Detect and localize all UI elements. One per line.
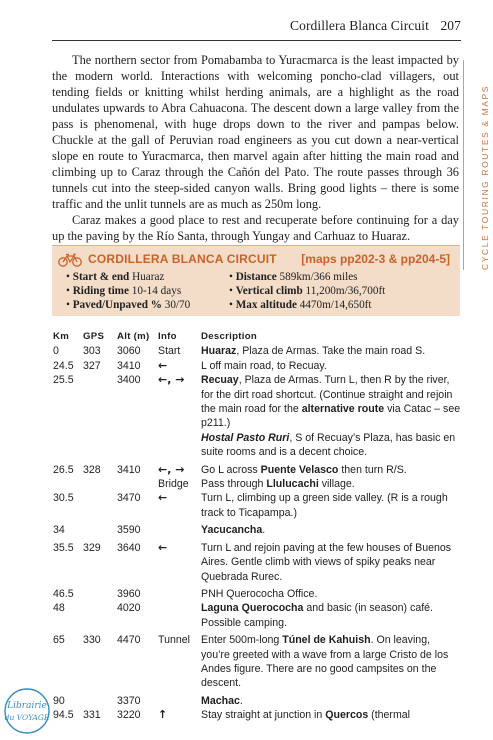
- body-text: [52, 52, 459, 244]
- route-table: [52, 330, 462, 723]
- table-row: 65 330 4470 Tunnel Enter 500m-long Túnel de Kahuish. On leaving, you’re greeted with a wave from a large Cristo de los Andes figure. There are no good campsites on the descent.: [52, 633, 462, 691]
- col-gps: GPS: [83, 331, 105, 342]
- table-row: 30.5 3470 ← Turn L, climbing up a green side valley. (R is a rough track to Ticapampa.): [52, 491, 462, 520]
- col-alt: Alt (m): [117, 331, 150, 342]
- straight-arrow-icon: ↑: [158, 708, 168, 722]
- table-row: 46.5 3960 PNH Querococha Office.: [52, 587, 462, 601]
- row-description: L off main road, to Recuay.: [201, 359, 327, 372]
- row-description: Enter 500m-long Túnel de Kahuish. On leaving, you’re greeted with a wave from a large Cristo de los Andes figure. There are no good campsites on the descent.: [201, 634, 449, 690]
- bicycle-icon: [58, 253, 82, 267]
- route-title: CORDILLERA BLANCA CIRCUIT: [88, 252, 277, 266]
- table-row: 26.5 328 3410 ←, → Go L across Puente Velasco then turn R/S.: [52, 463, 462, 477]
- running-header: [52, 18, 461, 34]
- route-title-row: [58, 252, 450, 268]
- table-header: [52, 330, 462, 344]
- header-title: Cordillera Blanca Circuit: [289, 18, 429, 33]
- table-row: 48 4020 Laguna Querococha and basic (in season) café. Possible camping.: [52, 601, 462, 630]
- table-row: 35.5 329 3640 ← Turn L and rejoin paving at the few houses of Buenos Aires. Gentle climb with views of spiky peaks near Quebrada Rurec.: [52, 541, 462, 584]
- row-description: PNH Querococha Office.: [201, 587, 318, 600]
- row-description: Go L across Puente Velasco then turn R/S.: [201, 463, 407, 476]
- row-description: Huaraz, Plaza de Armas. Take the main road S.: [201, 345, 426, 358]
- svg-text:du VOYAGE: du VOYAGE: [4, 713, 50, 722]
- row-description: Recuay, Plaza de Armas. Turn L, then R by the river, for the dirt road shortcut. (Continue straight and rejoin the main road for the alternative route via Catac – see p211.) Hostal Pasto Ruri, S of Recuay’s Plaza, has basic en suite rooms and is a decent choice.: [201, 374, 461, 459]
- row-description: Turn L, climbing up a green side valley. (R is a rough track to Ticapampa.): [201, 492, 448, 519]
- row-description: Turn L and rejoin paving at the few houses of Buenos Aires. Gentle climb with views of spiky peaks near Quebrada Rurec.: [201, 541, 452, 583]
- svg-text:Librairie: Librairie: [7, 701, 47, 711]
- table-row: 25.5 3400 ←, → Recuay, Plaza de Armas. Turn L, then R by the river, for the dirt road shortcut. (Continue straight and rejoin the main road for the alternative route via Catac – see p211.) Hostal Pasto Ruri, S of Recuay’s Plaza, has basic en suite rooms and is a decent choice.: [53, 373, 461, 459]
- turn-left-right-arrow-icon: ←, →: [158, 462, 185, 476]
- stats-column-right: [229, 270, 385, 312]
- row-description: Machac.: [201, 694, 243, 707]
- table-row: 0 303 3060 Start Huaraz, Plaza de Armas. Take the main road S.: [52, 344, 462, 358]
- stats-column-left: [66, 270, 190, 312]
- paragraph-2: Caraz makes a good place to rest and recuperate before continuing for a day up the paving by the Río Santa, through Yungay and Carhuaz to Huaraz.: [52, 213, 459, 243]
- route-map-ref: [maps pp202-3 & pp204-5]: [301, 252, 450, 266]
- stat-start-end: • Start & end Huaraz: [66, 271, 165, 283]
- stat-riding-time: • Riding time 10-14 days: [66, 285, 182, 297]
- turn-left-right-arrow-icon: ←, →: [158, 373, 185, 387]
- header-rule: [52, 40, 461, 41]
- route-summary-box: [52, 245, 460, 316]
- bookshop-logo: [2, 686, 52, 736]
- table-row: 90 3370 Machac.: [52, 694, 462, 708]
- table-row: Bridge Pass through Llulucachi village.: [52, 477, 462, 491]
- row-description: Yacucancha.: [201, 524, 266, 537]
- turn-left-arrow-icon: ←: [158, 491, 168, 505]
- table-row: 94.5 331 3220 ↑ Stay straight at junction in Quercos (thermal: [52, 708, 462, 722]
- col-km: Km: [53, 331, 70, 342]
- turn-left-arrow-icon: ←: [158, 540, 168, 554]
- table-row: 24.5 327 3410 ← L off main road, to Recuay.: [52, 359, 462, 373]
- table-row: 34 3590 Yacucancha.: [52, 523, 462, 537]
- stat-distance: • Distance 589km/366 miles: [229, 271, 358, 283]
- side-tab-text: CYCLE TOURING ROUTES & MAPS: [480, 84, 490, 270]
- row-description: Laguna Querococha and basic (in season) café. Possible camping.: [201, 602, 433, 629]
- stat-max-altitude: • Max altitude 4470m/14,650ft: [229, 299, 372, 311]
- col-info: Info: [158, 331, 177, 342]
- paragraph-1: The northern sector from Pomabamba to Yuracmarca is the least impacted by the modern world. Interactions with welcoming poncho-clad villagers, out tending fields or knitting whilst herding animals, are a highlight as the road undulates upwards to Abra Cahuacona. The descent down a large valley from the pass is phenomenal, with huge drops down to the river and pampas below. Chuckle at the gall of Peruvian road engineers as you cut down a near-vertical slope en route to Yuracmarca, then marvel again after hitting the main road and climbing up to Caraz through the Cañón del Pato. The route passes through 36 tunnels cut into the steep-sided canyon walls. Bring good lights – there is some traffic and the unlit tunnels are as much as 250m long.: [52, 53, 459, 211]
- row-description: Pass through Llulucachi village.: [201, 478, 355, 491]
- row-description: Stay straight at junction in Quercos (thermal: [201, 709, 411, 722]
- stat-vertical-climb: • Vertical climb 11,200m/36,700ft: [229, 285, 386, 297]
- col-description: Description: [201, 331, 258, 342]
- turn-left-arrow-icon: ←: [158, 358, 168, 372]
- page-number: 207: [440, 18, 461, 33]
- stat-paved-unpaved: • Paved/Unpaved % 30/70: [66, 299, 191, 311]
